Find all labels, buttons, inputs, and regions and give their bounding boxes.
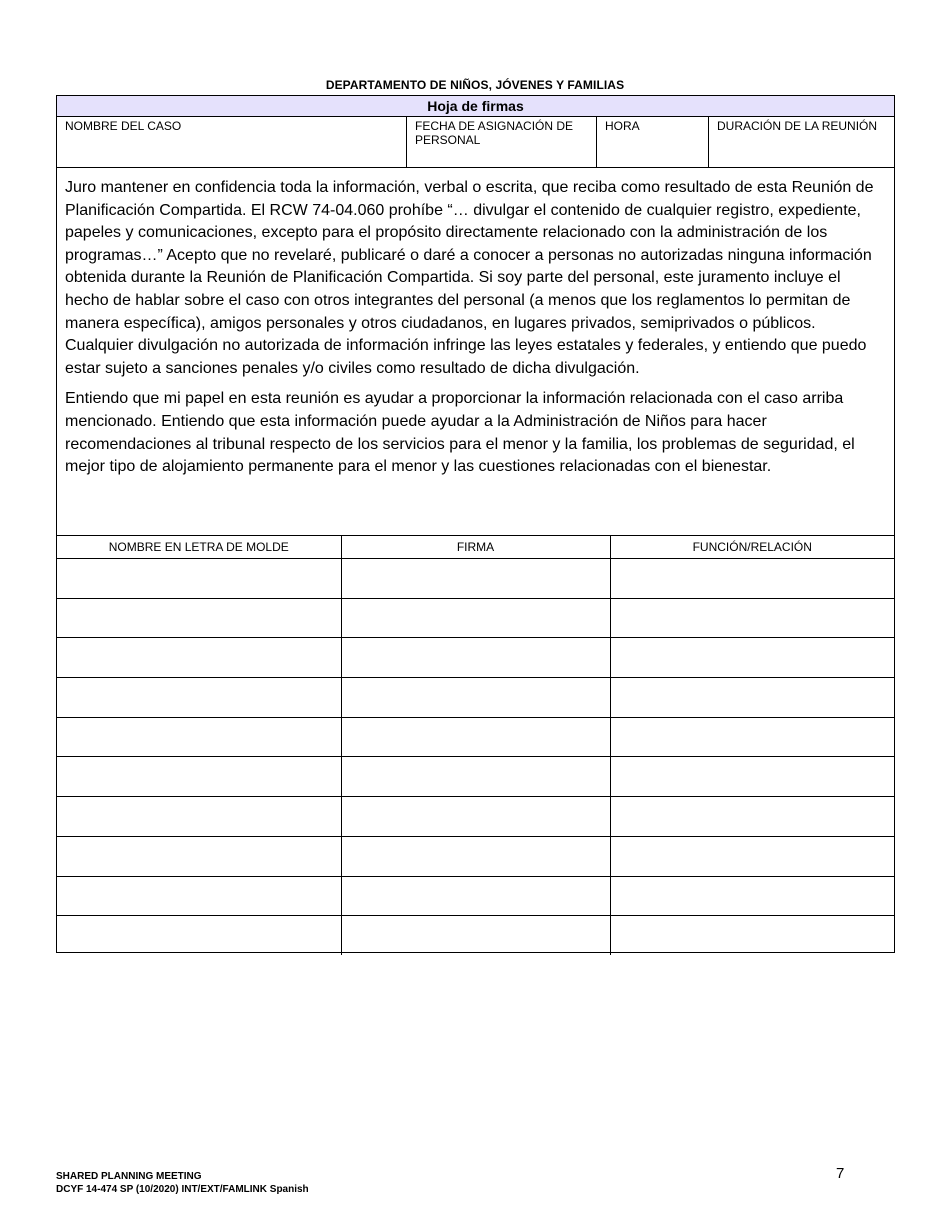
role-relationship-cell[interactable] [610,559,894,599]
column-header-role-relationship: FUNCIÓN/RELACIÓN [610,536,894,559]
column-header-signature: FIRMA [341,536,610,559]
table-row [57,876,894,916]
footer-title: SHARED PLANNING MEETING [56,1171,202,1182]
signature-cell[interactable] [341,638,610,678]
role-relationship-cell[interactable] [610,797,894,837]
printed-name-cell[interactable] [57,598,341,638]
printed-name-cell[interactable] [57,836,341,876]
printed-name-cell[interactable] [57,638,341,678]
table-row [57,717,894,757]
oath-paragraph-1: Juro mantener en confidencia toda la información, verbal o escrita, que reciba como resultado de esta Reunión de Planificación Compartida. El RCW 74-04.060 prohíbe “… divulgar el contenido de cualquier registro, expediente, papeles y comunicaciones, excepto para el propósito directamente relacionado con la administración de los programas…” Acepto que no revelaré, publicaré o daré a conocer a personas no autorizadas ninguna información obtenida durante la Reunión de Planificación Compartida. Si soy parte del personal, este juramento incluye el hecho de hablar sobre el caso con otros integrantes del personal (a menos que los reglamentos lo permitan de manera específica), amigos personales y otros ciudadanos, en lugares privados, semiprivados o públicos. Cualquier divulgación no autorizada de información infringe las leyes estatales y federales, y entiendo que puedo estar sujeto a sanciones penales y/o civiles como resultado de dicha divulgación. [65,179,874,377]
printed-name-cell[interactable] [57,757,341,797]
signature-cell[interactable] [341,757,610,797]
table-row [57,757,894,797]
signature-cell[interactable] [341,678,610,718]
signature-table-header [57,536,894,559]
role-relationship-cell[interactable] [610,757,894,797]
time-field[interactable] [596,117,708,167]
page-number: 7 [836,1165,845,1182]
case-info-row [57,117,894,168]
footer-form-code: DCYF 14-474 SP (10/2020) INT/EXT/FAMLINK Spanish [56,1184,309,1195]
table-row [57,678,894,718]
signature-cell[interactable] [341,836,610,876]
signature-cell[interactable] [341,559,610,599]
signature-cell[interactable] [341,876,610,916]
table-row [57,916,894,955]
table-row [57,797,894,837]
role-relationship-cell[interactable] [610,836,894,876]
printed-name-cell[interactable] [57,876,341,916]
signature-form [56,95,895,953]
printed-name-cell[interactable] [57,559,341,599]
signature-table [57,536,894,955]
confidentiality-oath [57,168,894,536]
signature-cell[interactable] [341,797,610,837]
meeting-duration-field[interactable] [708,117,894,167]
table-row [57,836,894,876]
case-name-label: NOMBRE DEL CASO [65,119,182,133]
printed-name-cell[interactable] [57,797,341,837]
signature-cell[interactable] [341,916,610,955]
table-row [57,638,894,678]
role-relationship-cell[interactable] [610,876,894,916]
printed-name-cell[interactable] [57,916,341,955]
printed-name-cell[interactable] [57,717,341,757]
printed-name-cell[interactable] [57,678,341,718]
signature-cell[interactable] [341,598,610,638]
role-relationship-cell[interactable] [610,916,894,955]
role-relationship-cell[interactable] [610,638,894,678]
role-relationship-cell[interactable] [610,598,894,638]
column-header-printed-name: NOMBRE EN LETRA DE MOLDE [57,536,341,559]
staff-assignment-date-label: FECHA DE ASIGNACIÓN DE PERSONAL [415,119,574,147]
role-relationship-cell[interactable] [610,717,894,757]
role-relationship-cell[interactable] [610,678,894,718]
form-footer [56,1170,309,1196]
department-header: DEPARTAMENTO DE NIÑOS, JÓVENES Y FAMILIAS [325,78,625,92]
time-label: HORA [605,119,640,133]
staff-assignment-date-field[interactable] [406,117,596,167]
table-row [57,559,894,599]
signature-cell[interactable] [341,717,610,757]
case-name-field[interactable] [57,117,406,167]
oath-paragraph-2: Entiendo que mi papel en esta reunión es ayudar a proporcionar la información relacionada con el caso arriba mencionado. Entiendo que esta información puede ayudar a la Administración de Niños para hacer recomendaciones al tribunal respecto de los servicios para el menor y la familia, los problemas de seguridad, el mejor tipo de alojamiento permanente para el menor y las cuestiones relacionadas con el bienestar. [65,390,855,476]
meeting-duration-label: DURACIÓN DE LA REUNIÓN [717,119,878,133]
form-title: Hoja de firmas [57,96,894,117]
table-row [57,598,894,638]
